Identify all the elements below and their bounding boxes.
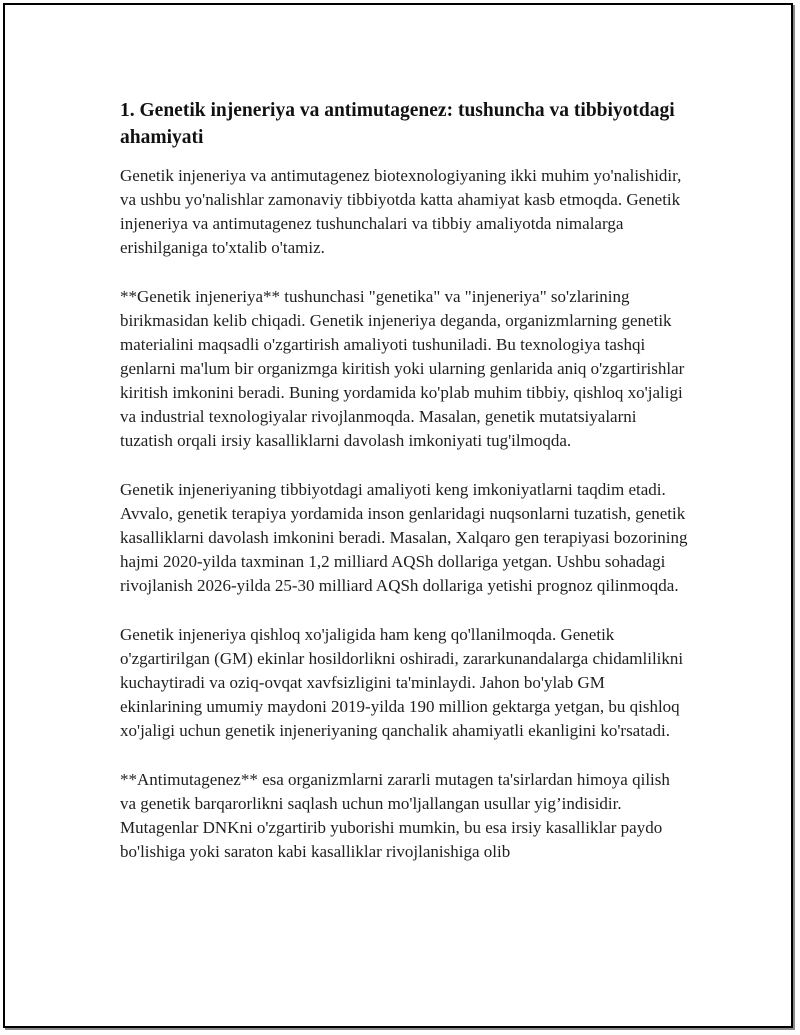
- paragraph-agriculture: Genetik injeneriya qishloq xo'jaligida ham keng qo'llanilmoqda. Genetik o'zgartirilgan (GM) ekinlar hosildorlikni oshiradi, zararkunandalarga chidamlilikni kuchaytiradi va oziq-ovqat xavfsizligini ta'minlaydi. Jahon bo'ylab GM ekinlarining umumiy maydoni 2019-yilda 190 million gektarga yetgan, bu qishloq xo'jaligi uchun genetik injeneriyaning qanchalik ahamiyatli ekanligini ko'rsatadi.: [120, 625, 684, 740]
- document-page: [3, 3, 793, 1028]
- paragraph-antimutagenesis: **Antimutagenez** esa organizmlarni zararli mutagen ta'sirlardan himoya qilish va genetik barqarorlikni saqlash uchun mo'ljallangan usullar yig’indisidir. Mutagenlar DNKni o'zgartirib yuborishi mumkin, bu esa irsiy kasalliklar paydo bo'lishiga yoki saraton kabi kasalliklar rivojlanishiga olib: [120, 770, 670, 861]
- section-heading: 1. Genetik injeneriya va antimutagenez: tushuncha va tibbiyotdagi ahamiyati: [120, 100, 675, 148]
- paragraph-genetic-engineering-definition: **Genetik injeneriya** tushunchasi "genetika" va "injeneriya" so'zlarining birikmasidan kelib chiqadi. Genetik injeneriya deganda, organizmlarning genetik materialini maqsadli o'zgartirish amaliyoti tushuniladi. Bu texnologiya tashqi genlarni ma'lum bir organizmga kiritish yoki ularning genlarida aniq o'zgartirishlar kiritish imkonini beradi. Buning yordamida ko'plab muhim tibbiy, qishloq xo'jaligi va industrial texnologiyalar rivojlanmoqda. Masalan, genetik mutatsiyalarni tuzatish orqali irsiy kasalliklarni davolash imkoniyati tug'ilmoqda.: [120, 287, 685, 450]
- paragraph-intro: Genetik injeneriya va antimutagenez biotexnologiyaning ikki muhim yo'nalishidir, va ushbu yo'nalishlar zamonaviy tibbiyotda katta ahamiyat kasb etmoqda. Genetik injeneriya va antimutagenez tushunchalari va tibbiy amaliyotda nimalarga erishilganiga to'xtalib o'tamiz.: [120, 166, 682, 257]
- paragraph-medical-applications: Genetik injeneriyaning tibbiyotdagi amaliyoti keng imkoniyatlarni taqdim etadi. Avvalo, genetik terapiya yordamida inson genlaridagi nuqsonlarni tuzatish, genetik kasalliklarni davolash imkonini beradi. Masalan, Xalqaro gen terapiyasi bozorining hajmi 2020-yilda taxminan 1,2 milliard AQSh dollariga yetgan. Ushbu sohadagi rivojlanish 2026-yilda 25-30 milliard AQSh dollariga yetishi prognoz qilinmoqda.: [120, 480, 688, 595]
- document-body: [120, 97, 690, 889]
